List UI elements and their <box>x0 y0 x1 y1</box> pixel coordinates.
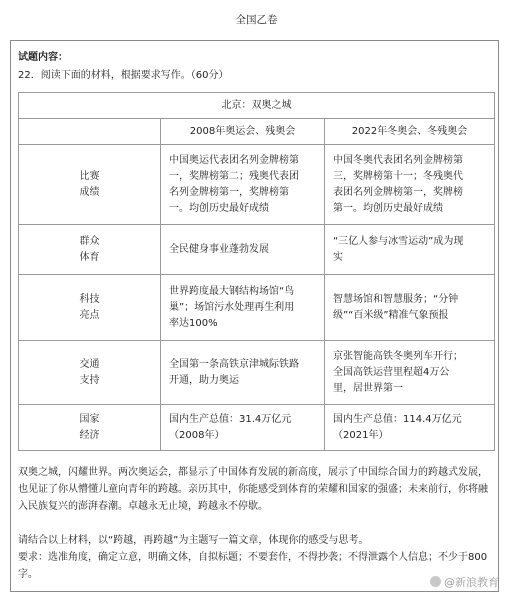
cell-2022: 智慧场馆和智慧服务；“分钟 级”“百米级”精准气象预报 <box>325 275 495 341</box>
cell-2022: 中国冬奥代表团名列金牌榜第 三，奖牌榜第十一；冬残奥代 表团名列金牌榜第一，奖牌榜 第一。均创历史最好成绩 <box>325 145 495 225</box>
cell-2008: 全国第一条高铁京津城际铁路 开通，助力奥运 <box>161 341 325 405</box>
material-table <box>18 92 495 451</box>
cell-2008: 全民健身事业蓬勃发展 <box>161 225 325 275</box>
column-header-2008: 2008年奥运会、残奥会 <box>161 119 325 145</box>
row-category: 国家 经济 <box>19 405 161 451</box>
row-category: 科技 亮点 <box>19 275 161 341</box>
section-label: 试题内容： <box>18 52 68 63</box>
instruction-paragraph: 请结合以上材料，以“跨越，再跨越”为主题写一篇文章，体现你的感受与思考。 <box>18 535 369 546</box>
table-row <box>19 225 495 275</box>
page-title: 全国乙卷 <box>235 14 278 26</box>
material-paragraph: 双奥之城，闪耀世界。两次奥运会，都显示了中国体育发展的新高度，展示了中国综合国力的跨越式发展，也见证了你从懵懂儿童向青年的跨越。亲历其中，你能感受到体育的荣耀和国家的强盛；未来前行，你将融入民族复兴的澎湃春潮。卓越永无止境，跨越永不停歇。 <box>18 467 488 512</box>
table-row <box>19 275 495 341</box>
weibo-icon <box>430 576 441 587</box>
cell-2022: 国内生产总值：114.4万亿元 （2021年） <box>325 405 495 451</box>
row-category: 群众 体育 <box>19 225 161 275</box>
cell-2022: “三亿人参与冰雪运动”成为现 实 <box>325 225 495 275</box>
table-title: 北京：双奥之城 <box>19 93 495 119</box>
column-header-2022: 2022年冬奥会、冬残奥会 <box>325 119 495 145</box>
question-text: 22．阅读下面的材料，根据要求写作。（60分） <box>18 70 229 81</box>
watermark-text: @新浪教育 <box>444 576 499 589</box>
row-category: 比赛 成绩 <box>19 145 161 225</box>
cell-2008: 世界跨度最大钢结构场馆“鸟 巢”；场馆污水处理再生利用 率达100% <box>161 275 325 341</box>
table-row <box>19 341 495 405</box>
requirements-paragraph: 要求：选准角度，确定立意，明确文体，自拟标题；不要套作，不得抄袭；不得泄露个人信息；不少于800字。 <box>18 552 488 580</box>
cell-2008: 中国奥运代表团名列金牌榜第 一，奖牌榜第二；残奥代表团 名列金牌榜第一，奖牌榜第 一。均创历史最好成绩 <box>161 145 325 225</box>
row-category: 交通 支持 <box>19 341 161 405</box>
cell-2022: 京张智能高铁冬奥列车开行； 全国高铁运营里程超4万公 里，居世界第一 <box>325 341 495 405</box>
table-row <box>19 145 495 225</box>
table-corner-cell <box>19 119 161 145</box>
table-row <box>19 405 495 451</box>
watermark <box>430 574 499 590</box>
cell-2008: 国内生产总值：31.4万亿元 （2008年） <box>161 405 325 451</box>
